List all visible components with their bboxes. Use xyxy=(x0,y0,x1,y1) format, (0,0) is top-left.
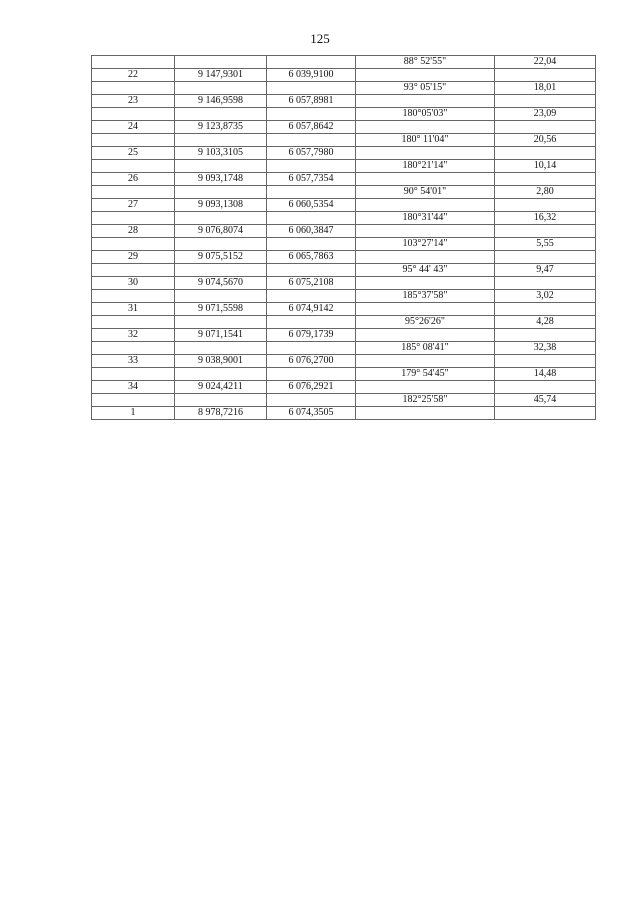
point-number-cell xyxy=(92,186,175,199)
point-number-cell: 30 xyxy=(92,277,175,290)
y-coordinate-cell xyxy=(267,108,356,121)
y-coordinate-cell: 6 074,3505 xyxy=(267,407,356,420)
segment-row xyxy=(92,160,596,173)
angle-cell xyxy=(356,407,495,420)
angle-cell: 90° 54'01" xyxy=(356,186,495,199)
length-cell xyxy=(495,199,596,212)
x-coordinate-cell: 8 978,7216 xyxy=(175,407,267,420)
segment-row xyxy=(92,264,596,277)
length-cell xyxy=(495,355,596,368)
y-coordinate-cell: 6 079,1739 xyxy=(267,329,356,342)
point-number-cell: 33 xyxy=(92,355,175,368)
angle-cell: 93° 05'15" xyxy=(356,82,495,95)
length-cell xyxy=(495,95,596,108)
segment-row xyxy=(92,134,596,147)
length-cell: 23,09 xyxy=(495,108,596,121)
point-row xyxy=(92,173,596,186)
angle-cell xyxy=(356,69,495,82)
angle-cell: 180°05'03" xyxy=(356,108,495,121)
x-coordinate-cell: 9 123,8735 xyxy=(175,121,267,134)
angle-cell xyxy=(356,173,495,186)
x-coordinate-cell xyxy=(175,212,267,225)
y-coordinate-cell: 6 075,2108 xyxy=(267,277,356,290)
angle-cell xyxy=(356,225,495,238)
y-coordinate-cell xyxy=(267,56,356,69)
x-coordinate-cell xyxy=(175,186,267,199)
point-number-cell xyxy=(92,108,175,121)
length-cell: 20,56 xyxy=(495,134,596,147)
length-cell xyxy=(495,329,596,342)
y-coordinate-cell xyxy=(267,264,356,277)
y-coordinate-cell xyxy=(267,160,356,173)
point-row xyxy=(92,355,596,368)
segment-row xyxy=(92,290,596,303)
point-number-cell xyxy=(92,264,175,277)
x-coordinate-cell xyxy=(175,108,267,121)
x-coordinate-cell: 9 071,1541 xyxy=(175,329,267,342)
segment-row xyxy=(92,186,596,199)
y-coordinate-cell: 6 057,7980 xyxy=(267,147,356,160)
point-number-cell xyxy=(92,212,175,225)
angle-cell: 88° 52'55" xyxy=(356,56,495,69)
angle-cell: 180° 11'04" xyxy=(356,134,495,147)
length-cell xyxy=(495,121,596,134)
angle-cell xyxy=(356,329,495,342)
point-row xyxy=(92,277,596,290)
point-number-cell xyxy=(92,160,175,173)
x-coordinate-cell: 9 038,9001 xyxy=(175,355,267,368)
point-row xyxy=(92,251,596,264)
x-coordinate-cell xyxy=(175,290,267,303)
y-coordinate-cell: 6 076,2700 xyxy=(267,355,356,368)
segment-row xyxy=(92,394,596,407)
length-cell: 2,80 xyxy=(495,186,596,199)
y-coordinate-cell xyxy=(267,238,356,251)
length-cell xyxy=(495,173,596,186)
angle-cell: 185°37'58" xyxy=(356,290,495,303)
point-number-cell xyxy=(92,316,175,329)
point-number-cell xyxy=(92,134,175,147)
y-coordinate-cell xyxy=(267,394,356,407)
coordinates-table-body xyxy=(92,56,596,420)
y-coordinate-cell: 6 074,9142 xyxy=(267,303,356,316)
x-coordinate-cell: 9 146,9598 xyxy=(175,95,267,108)
point-number-cell: 23 xyxy=(92,95,175,108)
x-coordinate-cell: 9 103,3105 xyxy=(175,147,267,160)
y-coordinate-cell: 6 057,8981 xyxy=(267,95,356,108)
angle-cell: 182°25'58" xyxy=(356,394,495,407)
length-cell xyxy=(495,303,596,316)
x-coordinate-cell: 9 093,1748 xyxy=(175,173,267,186)
y-coordinate-cell xyxy=(267,186,356,199)
coordinates-table xyxy=(91,55,596,420)
angle-cell xyxy=(356,121,495,134)
segment-row xyxy=(92,316,596,329)
x-coordinate-cell: 9 071,5598 xyxy=(175,303,267,316)
x-coordinate-cell: 9 075,5152 xyxy=(175,251,267,264)
point-number-cell: 25 xyxy=(92,147,175,160)
y-coordinate-cell xyxy=(267,82,356,95)
page-number: 125 xyxy=(310,31,330,46)
length-cell: 45,74 xyxy=(495,394,596,407)
point-number-cell xyxy=(92,368,175,381)
point-number-cell xyxy=(92,290,175,303)
segment-row xyxy=(92,82,596,95)
point-number-cell xyxy=(92,238,175,251)
point-row xyxy=(92,147,596,160)
length-cell xyxy=(495,381,596,394)
point-row xyxy=(92,69,596,82)
y-coordinate-cell: 6 060,3847 xyxy=(267,225,356,238)
y-coordinate-cell xyxy=(267,342,356,355)
length-cell xyxy=(495,251,596,264)
segment-row xyxy=(92,56,596,69)
angle-cell: 95°26'26" xyxy=(356,316,495,329)
length-cell: 22,04 xyxy=(495,56,596,69)
length-cell xyxy=(495,69,596,82)
point-number-cell: 26 xyxy=(92,173,175,186)
segment-row xyxy=(92,368,596,381)
angle-cell xyxy=(356,95,495,108)
segment-row xyxy=(92,108,596,121)
x-coordinate-cell xyxy=(175,56,267,69)
point-row xyxy=(92,329,596,342)
length-cell: 9,47 xyxy=(495,264,596,277)
y-coordinate-cell xyxy=(267,316,356,329)
length-cell: 16,32 xyxy=(495,212,596,225)
point-number-cell xyxy=(92,394,175,407)
y-coordinate-cell: 6 076,2921 xyxy=(267,381,356,394)
x-coordinate-cell xyxy=(175,368,267,381)
y-coordinate-cell: 6 039,9100 xyxy=(267,69,356,82)
x-coordinate-cell xyxy=(175,134,267,147)
angle-cell: 180°31'44" xyxy=(356,212,495,225)
length-cell: 4,28 xyxy=(495,316,596,329)
segment-row xyxy=(92,238,596,251)
length-cell: 14,48 xyxy=(495,368,596,381)
x-coordinate-cell: 9 024,4211 xyxy=(175,381,267,394)
length-cell xyxy=(495,277,596,290)
point-number-cell: 32 xyxy=(92,329,175,342)
point-number-cell xyxy=(92,82,175,95)
y-coordinate-cell: 6 065,7863 xyxy=(267,251,356,264)
angle-cell: 95° 44' 43" xyxy=(356,264,495,277)
y-coordinate-cell xyxy=(267,134,356,147)
y-coordinate-cell: 6 057,7354 xyxy=(267,173,356,186)
y-coordinate-cell xyxy=(267,290,356,303)
x-coordinate-cell: 9 093,1308 xyxy=(175,199,267,212)
y-coordinate-cell xyxy=(267,212,356,225)
length-cell: 32,38 xyxy=(495,342,596,355)
x-coordinate-cell xyxy=(175,394,267,407)
point-row xyxy=(92,381,596,394)
x-coordinate-cell xyxy=(175,316,267,329)
x-coordinate-cell xyxy=(175,238,267,251)
point-row xyxy=(92,121,596,134)
y-coordinate-cell xyxy=(267,368,356,381)
point-row xyxy=(92,95,596,108)
length-cell: 3,02 xyxy=(495,290,596,303)
angle-cell xyxy=(356,303,495,316)
length-cell xyxy=(495,407,596,420)
angle-cell xyxy=(356,277,495,290)
angle-cell: 180°21'14" xyxy=(356,160,495,173)
point-number-cell: 28 xyxy=(92,225,175,238)
length-cell: 18,01 xyxy=(495,82,596,95)
segment-row xyxy=(92,342,596,355)
point-number-cell xyxy=(92,342,175,355)
x-coordinate-cell: 9 147,9301 xyxy=(175,69,267,82)
angle-cell xyxy=(356,147,495,160)
segment-row xyxy=(92,212,596,225)
angle-cell xyxy=(356,199,495,212)
angle-cell xyxy=(356,251,495,264)
angle-cell: 179° 54'45" xyxy=(356,368,495,381)
point-row xyxy=(92,303,596,316)
angle-cell: 185° 08'41" xyxy=(356,342,495,355)
x-coordinate-cell: 9 076,8074 xyxy=(175,225,267,238)
point-number-cell: 1 xyxy=(92,407,175,420)
point-number-cell: 24 xyxy=(92,121,175,134)
length-cell: 10,14 xyxy=(495,160,596,173)
point-row xyxy=(92,199,596,212)
point-number-cell: 29 xyxy=(92,251,175,264)
angle-cell: 103°27'14" xyxy=(356,238,495,251)
point-row xyxy=(92,407,596,420)
x-coordinate-cell xyxy=(175,160,267,173)
length-cell: 5,55 xyxy=(495,238,596,251)
point-number-cell: 31 xyxy=(92,303,175,316)
y-coordinate-cell: 6 057,8642 xyxy=(267,121,356,134)
length-cell xyxy=(495,147,596,160)
angle-cell xyxy=(356,381,495,394)
x-coordinate-cell xyxy=(175,342,267,355)
angle-cell xyxy=(356,355,495,368)
x-coordinate-cell xyxy=(175,264,267,277)
point-number-cell: 22 xyxy=(92,69,175,82)
x-coordinate-cell: 9 074,5670 xyxy=(175,277,267,290)
x-coordinate-cell xyxy=(175,82,267,95)
point-number-cell: 34 xyxy=(92,381,175,394)
length-cell xyxy=(495,225,596,238)
point-number-cell: 27 xyxy=(92,199,175,212)
point-number-cell xyxy=(92,56,175,69)
point-row xyxy=(92,225,596,238)
y-coordinate-cell: 6 060,5354 xyxy=(267,199,356,212)
